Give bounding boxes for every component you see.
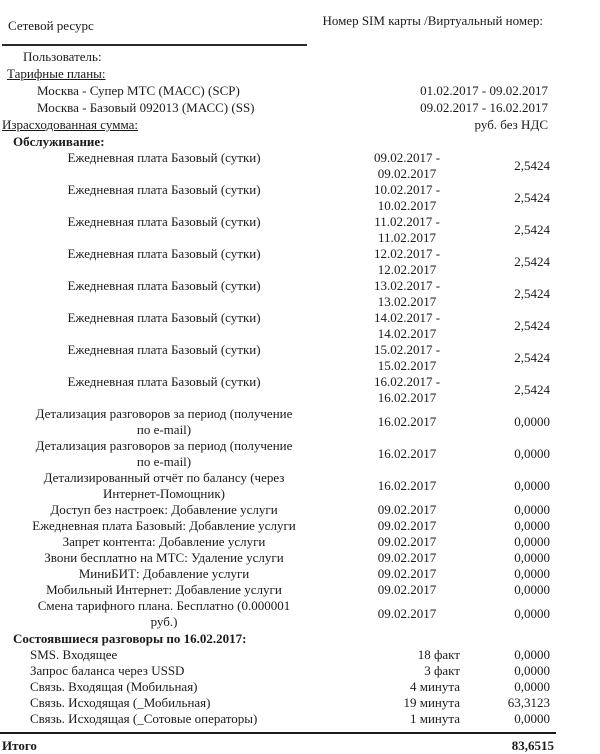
call-amount: 0,0000 <box>514 711 550 726</box>
service-name: Детализация разговоров за период (получение по e-mail) <box>35 406 293 437</box>
calls-section-title: Состоявшиеся разговоры по 16.02.2017: <box>13 631 247 646</box>
service-row <box>0 438 552 470</box>
service-period: 09.02.2017 <box>377 518 437 533</box>
tariff-plan-name: Москва - Базовый 092013 (МАСС) (SS) <box>37 100 255 115</box>
service-period: 09.02.2017 <box>377 566 437 581</box>
call-name: Связь. Исходящая (_Мобильная) <box>30 695 211 710</box>
call-row <box>0 695 552 711</box>
service-row <box>0 374 552 406</box>
service-row <box>0 550 552 566</box>
service-name: Детализированный отчёт по балансу (через Интернет-Помощник) <box>43 470 285 501</box>
service-row <box>0 342 552 374</box>
call-quantity: 1 минута <box>409 711 460 726</box>
service-period: 09.02.2017 <box>377 550 437 565</box>
spent-sum-title: Израсходованная сумма: <box>2 117 138 132</box>
tariff-plans-title <box>7 65 552 82</box>
network-resource-label: Сетевой ресурс <box>8 18 94 33</box>
call-name: SMS. Входящее <box>30 647 118 662</box>
service-name: Ежедневная плата Базовый (сутки) <box>67 246 261 261</box>
service-row <box>0 518 552 534</box>
service-period: 16.02.2017 - 16.02.2017 <box>373 374 441 405</box>
service-row <box>0 470 552 502</box>
call-row <box>0 663 552 679</box>
service-row <box>0 310 552 342</box>
service-amount: 2,5424 <box>514 286 550 301</box>
service-name: Ежедневная плата Базовый (сутки) <box>67 214 261 229</box>
service-period: 16.02.2017 <box>377 478 437 493</box>
service-row <box>0 582 552 598</box>
tariff-plan-list <box>0 82 600 116</box>
total-row <box>0 732 556 754</box>
service-period: 14.02.2017 - 14.02.2017 <box>373 310 441 341</box>
service-period: 09.02.2017 - 09.02.2017 <box>373 150 441 181</box>
service-period: 16.02.2017 <box>377 446 437 461</box>
service-name: Смена тарифного плана. Бесплатно (0.000001 руб.) <box>37 598 291 629</box>
services-section-title: Обслуживание: <box>13 134 105 149</box>
service-period: 11.02.2017 - 11.02.2017 <box>374 214 440 245</box>
service-row <box>0 598 552 630</box>
calls-table <box>0 647 552 727</box>
service-period: 15.02.2017 - 15.02.2017 <box>373 342 441 373</box>
service-row <box>0 278 552 310</box>
service-amount: 0,0000 <box>514 606 550 621</box>
service-name: Ежедневная плата Базовый (сутки) <box>67 182 261 197</box>
service-period: 10.02.2017 - 10.02.2017 <box>373 182 441 213</box>
call-name: Запрос баланса через USSD <box>30 663 185 678</box>
service-amount: 0,0000 <box>514 582 550 597</box>
service-name: МиниБИТ: Добавление услуги <box>78 566 250 581</box>
call-amount: 0,0000 <box>514 663 550 678</box>
spent-sum-row <box>0 116 600 133</box>
service-amount: 0,0000 <box>514 534 550 549</box>
service-row <box>0 406 552 438</box>
call-quantity: 3 факт <box>424 663 460 678</box>
service-name: Мобильный Интернет: Добавление услуги <box>46 582 282 597</box>
call-quantity: 4 минута <box>409 679 460 694</box>
call-row <box>0 679 552 695</box>
service-name: Ежедневная плата Базовый: Добавление услуги <box>32 518 296 533</box>
user-label: Пользователь: <box>23 49 102 64</box>
service-name: Запрет контента: Добавление услуги <box>62 534 266 549</box>
service-amount: 2,5424 <box>514 190 550 205</box>
service-name: Звони бесплатно на МТС: Удаление услуги <box>44 550 284 565</box>
total-amount: 83,6515 <box>511 738 554 753</box>
service-period: 13.02.2017 - 13.02.2017 <box>373 278 441 309</box>
call-row <box>0 647 552 663</box>
service-amount: 2,5424 <box>514 350 550 365</box>
service-period: 12.02.2017 - 12.02.2017 <box>373 246 441 277</box>
service-name: Ежедневная плата Базовый (сутки) <box>67 278 261 293</box>
service-amount: 0,0000 <box>514 550 550 565</box>
call-row <box>0 711 552 727</box>
service-name: Детализация разговоров за период (получение по e-mail) <box>35 438 293 469</box>
service-period: 09.02.2017 <box>377 606 437 621</box>
service-amount: 0,0000 <box>514 446 550 461</box>
service-period: 09.02.2017 <box>377 582 437 597</box>
call-name: Связь. Входящая (Мобильная) <box>30 679 198 694</box>
service-row <box>0 502 552 518</box>
service-row <box>0 534 552 550</box>
call-amount: 63,3123 <box>507 695 550 710</box>
service-amount: 0,0000 <box>514 414 550 429</box>
call-quantity: 19 минута <box>403 695 460 710</box>
services-table <box>0 150 552 630</box>
service-name: Ежедневная плата Базовый (сутки) <box>67 342 261 357</box>
service-period: 09.02.2017 <box>377 502 437 517</box>
service-amount: 2,5424 <box>514 382 550 397</box>
service-amount: 2,5424 <box>514 158 550 173</box>
service-row <box>0 214 552 246</box>
tariff-plan-period: 09.02.2017 - 16.02.2017 <box>420 100 548 115</box>
tariff-plans-title-text: Тарифные планы: <box>7 66 106 81</box>
service-period: 16.02.2017 <box>377 414 437 429</box>
call-name: Связь. Исходящая (_Сотовые операторы) <box>30 711 258 726</box>
sim-number-label: Номер SIM карты /Виртуальный номер: <box>322 13 543 28</box>
total-label: Итого <box>2 738 37 753</box>
service-row <box>0 150 552 182</box>
service-amount: 2,5424 <box>514 254 550 269</box>
call-amount: 0,0000 <box>514 679 550 694</box>
service-amount: 0,0000 <box>514 502 550 517</box>
tariff-plan-name: Москва - Супер МТС (МАСС) (SCP) <box>37 83 240 98</box>
report-header <box>0 12 600 34</box>
service-row <box>0 182 552 214</box>
service-amount: 0,0000 <box>514 518 550 533</box>
call-amount: 0,0000 <box>514 647 550 662</box>
service-amount: 0,0000 <box>514 478 550 493</box>
service-period: 09.02.2017 <box>377 534 437 549</box>
service-row <box>0 246 552 278</box>
service-name: Ежедневная плата Базовый (сутки) <box>67 150 261 165</box>
service-amount: 2,5424 <box>514 222 550 237</box>
call-quantity: 18 факт <box>417 647 460 662</box>
service-amount: 0,0000 <box>514 566 550 581</box>
header-divider <box>2 44 307 46</box>
currency-note: руб. без НДС <box>474 117 548 132</box>
service-amount: 2,5424 <box>514 318 550 333</box>
service-name: Ежедневная плата Базовый (сутки) <box>67 310 261 325</box>
service-name: Доступ без настроек: Добавление услуги <box>50 502 278 517</box>
tariff-plan-row <box>0 82 600 99</box>
service-name: Ежедневная плата Базовый (сутки) <box>67 374 261 389</box>
tariff-plan-period: 01.02.2017 - 09.02.2017 <box>420 83 548 98</box>
service-row <box>0 566 552 582</box>
report-document <box>0 12 552 754</box>
tariff-plan-row <box>0 99 600 116</box>
